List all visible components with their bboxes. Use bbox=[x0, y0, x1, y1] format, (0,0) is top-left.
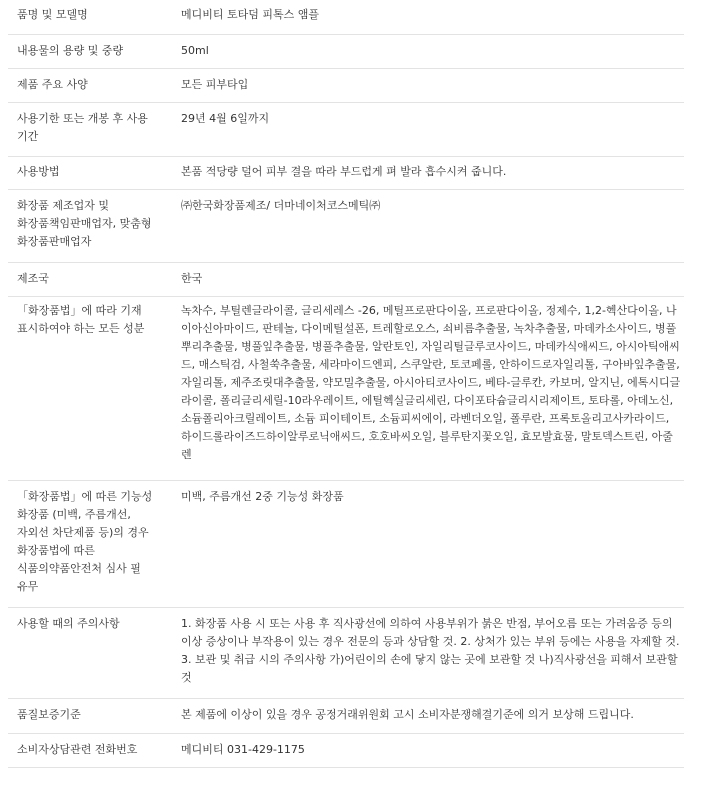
row-label: 소비자상담관련 전화번호 bbox=[17, 742, 138, 756]
row-label: 품질보증기준 bbox=[17, 707, 81, 721]
row-label: 내용물의 용량 및 중량 bbox=[17, 43, 124, 57]
table-row bbox=[8, 480, 684, 607]
table-row bbox=[8, 34, 684, 68]
product-info-table bbox=[8, 0, 684, 768]
row-value: 29년 4월 6일까지 bbox=[181, 111, 270, 125]
table-row bbox=[8, 156, 684, 189]
row-label: 제조국 bbox=[17, 271, 49, 285]
row-value: 메디비티 031-429-1175 bbox=[181, 742, 305, 756]
table-row bbox=[8, 733, 684, 767]
row-value: 미백, 주름개선 2중 기능성 화장품 bbox=[181, 489, 344, 503]
table-row bbox=[8, 0, 684, 34]
table-row bbox=[8, 262, 684, 296]
row-value: 한국 bbox=[181, 271, 203, 285]
row-value: 모든 피부타입 bbox=[181, 77, 249, 91]
row-label: 제품 주요 사양 bbox=[17, 77, 88, 91]
table-row bbox=[8, 189, 684, 262]
row-value: ㈜한국화장품제조/ 더마네이처코스메틱㈜ bbox=[181, 198, 381, 212]
row-label: 화장품 제조업자 및 화장품책임판매업자, 맞춤형 화장품판매업자 bbox=[17, 198, 152, 248]
row-value: 50ml bbox=[181, 43, 209, 57]
row-label: 「화장품법」에 따라 기재 표시하여야 하는 모든 성분 bbox=[17, 303, 145, 335]
table-row bbox=[8, 698, 684, 733]
row-value: 본품 적당량 덜어 피부 결을 따라 부드럽게 펴 발라 흡수시켜 줍니다. bbox=[181, 164, 507, 178]
row-value: 메디비티 토타덤 피톡스 앰플 bbox=[181, 8, 320, 21]
row-label: 사용기한 또는 개봉 후 사용 기간 bbox=[17, 111, 148, 143]
row-label: 「화장품법」에 따른 기능성 화장품 (미백, 주름개선, 자외선 차단제품 등)의 경우 화장품법에 따른 식품의약품안전처 심사 필 유무 bbox=[17, 489, 153, 593]
row-value: 본 제품에 이상이 있을 경우 공정거래위원회 고시 소비자분쟁해결기준에 의거 보상해 드립니다. bbox=[181, 707, 634, 721]
table-row bbox=[8, 102, 684, 156]
table-row bbox=[8, 296, 684, 480]
row-value: 녹차수, 부틸렌글라이콜, 글리세레스 -26, 메틸프로판다이올, 프로판다이올, 정제수, 1,2-헥산다이올, 나이아신아마이드, 판테놀, 다이메틸설폰, 트레할로오스, 쇠비름추출물, 녹차추출물, 마데카소사이드, 병풀뿌리추출물, 병풀잎추출물, 병풀추출물, 알란토인, 자일리틸글루코사이드, 마데카식애씨드, 아시아틱애씨드, 매스틱검, 사철쑥추출물, 세라마이드엔피, 스쿠알란, 토코페롤, 안하이드로자일리톨, 구아바잎추출물, 자일리톨, 제주조릿대추출물, 약모밀추출물, 아시아티코사이드, 베타-글루칸, 카보머, 알지닌, 에톡시디글라이콜, 폴리글리세릴-10라우레이트, 에틸헥실글리세린, 다이포타슘글리시리제이트, 토타롤, 아데노신, 소듐폴리아크릴레이트, 소듐 피이테이트, 소듐피씨에이, 라벤더오일, 폴루란, 프록토올리고사카라이드, 하이드롤라이즈드하이알루로닉애씨드, 호호바씨오일, 블루탄지꽃오일, 효모발효물, 말토덱스트린, 아줄렌 bbox=[181, 303, 681, 461]
row-value: 1. 화장품 사용 시 또는 사용 후 직사광선에 의하여 사용부위가 붉은 반점, 부어오름 또는 가려움증 등의 이상 증상이나 부작용이 있는 경우 전문의 등과 상담할 것. 2. 상처가 있는 부위 등에는 사용을 자제할 것. 3. 보관 및 취급 시의 주의사항 가)어린이의 손에 닿지 않는 곳에 보관할 것 나)직사광선을 피해서 보관할 것 bbox=[181, 616, 680, 684]
row-label: 사용할 때의 주의사항 bbox=[17, 616, 120, 630]
row-label: 사용방법 bbox=[17, 164, 60, 178]
table-row bbox=[8, 68, 684, 102]
row-label: 품명 및 모델명 bbox=[17, 8, 88, 21]
table-row bbox=[8, 607, 684, 698]
